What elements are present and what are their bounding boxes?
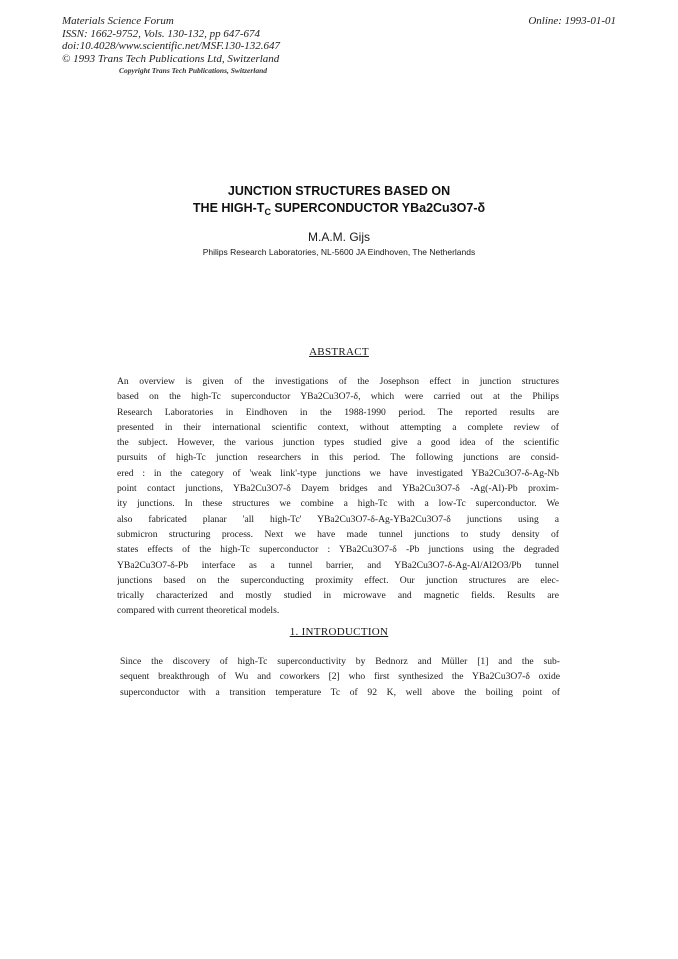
title-subscript: C (264, 207, 271, 217)
abstract-line: submicron structuring process. Next we have made tunnel junctions to study density of (117, 528, 559, 540)
abstract-heading: ABSTRACT (309, 346, 369, 358)
online-date: Online: 1993-01-01 (528, 15, 616, 27)
paper-title-line-1: JUNCTION STRUCTURES BASED ON (227, 184, 451, 198)
abstract-line: presented in their international scientific context, without attempting a complete review of (117, 421, 559, 433)
introduction-line: superconductor with a transition temperature Tc of 92 K, well above the boiling point of (120, 686, 560, 698)
title-prefix: THE HIGH-T (192, 201, 265, 215)
abstract-line: also fabricated planar 'all high-Tc' YBa2Cu3O7-δ-Ag-YBa2Cu3O7-δ junctions using a (117, 513, 559, 525)
introduction-heading: 1. INTRODUCTION (289, 626, 389, 638)
abstract-line: Research Laboratories in Eindhoven in the 1988-1990 period. The reported results are (117, 406, 559, 418)
abstract-line: An overview is given of the investigations of the Josephson effect in junction structures (117, 376, 559, 387)
title-suffix: SUPERCONDUCTOR YBa2Cu3O7-δ (270, 201, 486, 215)
copyright-line: © 1993 Trans Tech Publications Ltd, Switzerland (62, 52, 280, 65)
abstract-line: the subject. However, the various junction types studied give a good idea of the scientific (117, 437, 559, 449)
introduction-body (120, 654, 560, 700)
introduction-line: Since the discovery of high-Tc superconductivity by Bednorz and Müller [1] and the sub- (120, 656, 560, 667)
abstract-line: point contact junctions, YBa2Cu3O7-δ Dayem bridges and YBa2Cu3O7-δ -Ag(-Al)-Pb proxim- (117, 483, 559, 495)
abstract-line: ered : in the category of 'weak link'-type junctions we have investigated YBa2Cu3O7-δ-Ag-Nb (117, 467, 559, 479)
author-name: M.A.M. Gijs (308, 230, 370, 244)
abstract-line: junctions based on the superconducting proximity effect. Our junction structures are elec- (117, 574, 559, 586)
abstract-line: based on the high-Tc superconductor YBa2Cu3O7-δ, which were carried out at the Philips (117, 391, 559, 403)
paper-title-line-2 (0, 201, 678, 217)
doi-line[interactable]: doi:10.4028/www.scientific.net/MSF.130-132.647 (62, 40, 281, 52)
abstract-line: ity junctions. In these structures we combine a high-Tc with a low-Tc superconductor. We (117, 498, 559, 510)
journal-header (62, 15, 280, 65)
copyright-stamp: Copyright Trans Tech Publications, Switzerland (119, 66, 268, 75)
abstract-line: compared with current theoretical models. (117, 605, 280, 617)
introduction-line: sequent breakthrough of Wu and coworkers [2] who first synthesized the YBa2Cu3O7-δ oxide (120, 671, 560, 683)
issn-line: ISSN: 1662-9752, Vols. 130-132, pp 647-674 (62, 27, 260, 40)
abstract-body (117, 374, 559, 619)
affiliation: Philips Research Laboratories, NL-5600 JA Eindhoven, The Netherlands (202, 247, 476, 257)
journal-name: Materials Science Forum (62, 15, 174, 27)
abstract-line: states effects of the high-Tc superconductor : YBa2Cu3O7-δ -Pb junctions using the degraded (117, 544, 559, 556)
abstract-line: YBa2Cu3O7-δ-Pb interface as a tunnel barrier, and YBa2Cu3O7-δ-Ag-Al/Al2O3/Pb tunnel (117, 559, 559, 571)
abstract-line: pursuits of high-Tc junction researchers in this period. The following junctions are consid- (117, 452, 559, 464)
abstract-line: trically characterized and mostly studied in microwave and magnetic fields. Results are (117, 590, 559, 602)
